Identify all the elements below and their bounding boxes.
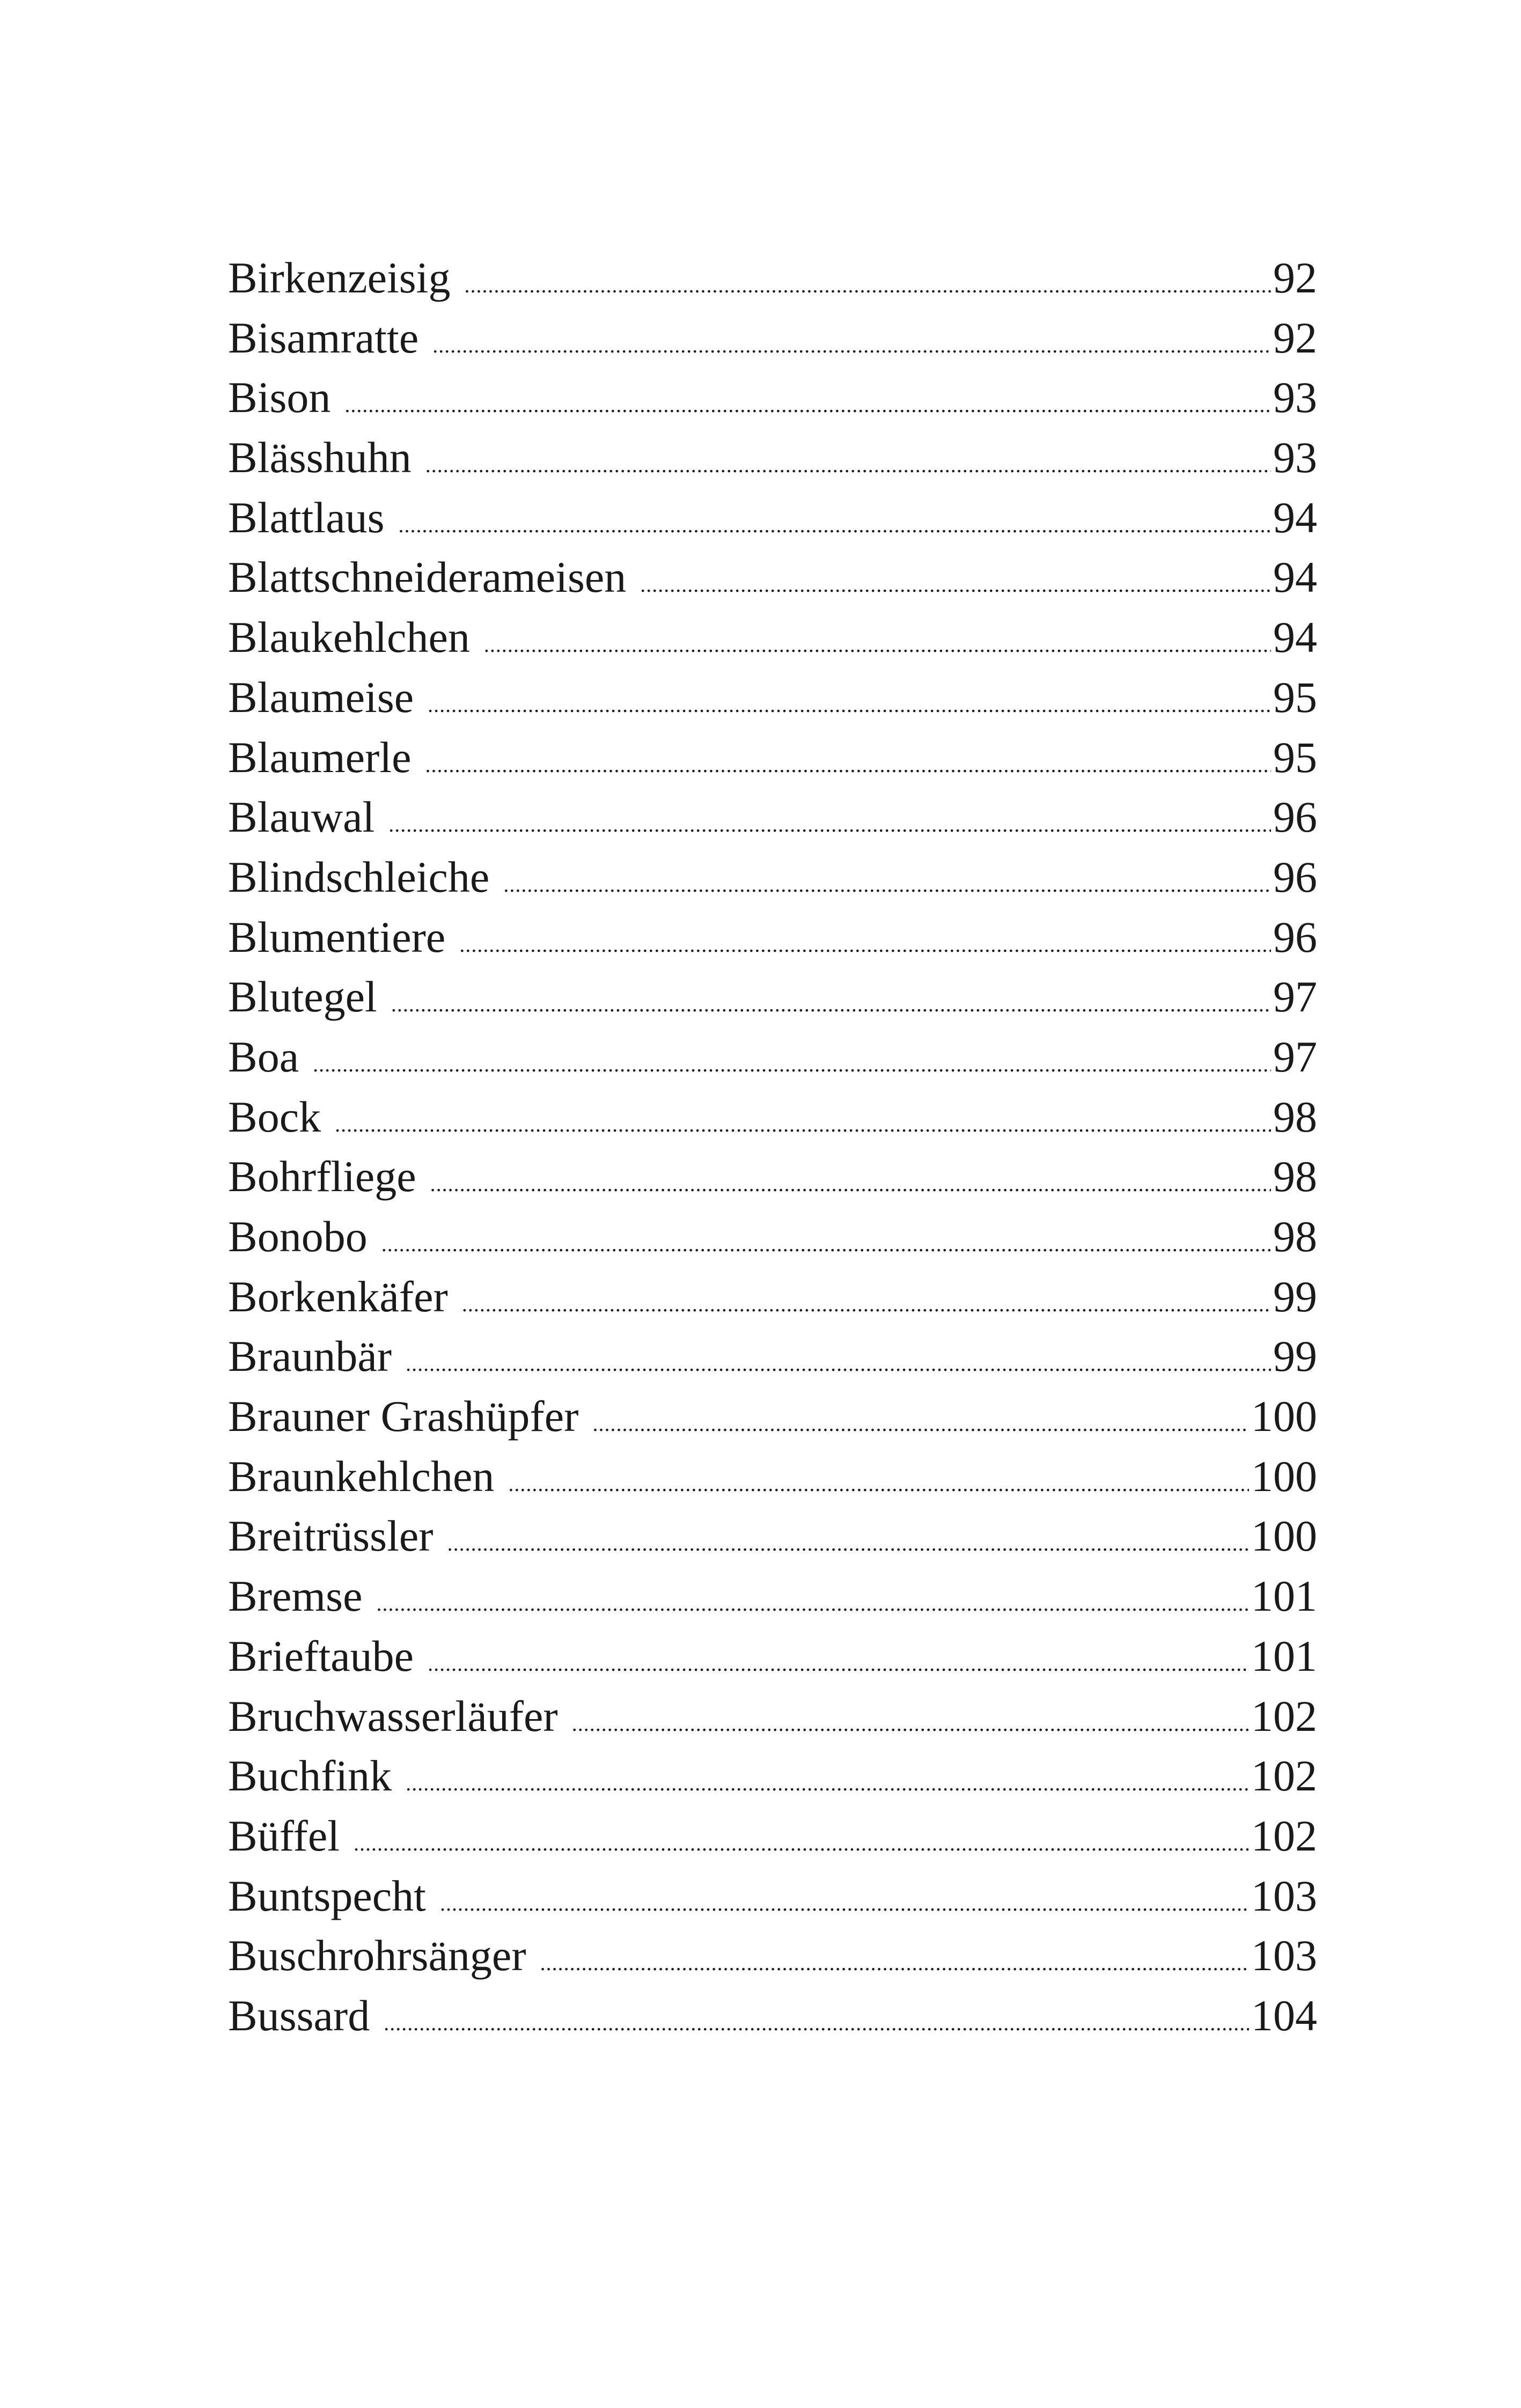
entry-page-number: 96 [1273, 792, 1317, 842]
entry-name: Blaumeise [228, 672, 414, 722]
entry-name: Breitrüssler [228, 1511, 433, 1561]
entry-page-number: 93 [1273, 373, 1317, 422]
dot-leader [432, 315, 1271, 376]
entry-page-number: 102 [1251, 1691, 1317, 1741]
index-entry [228, 1087, 1317, 1147]
entry-page-number: 101 [1251, 1631, 1317, 1680]
index-entry [228, 1566, 1317, 1626]
dot-leader [406, 1753, 1249, 1814]
entry-name: Bohrfliege [228, 1152, 416, 1201]
dot-leader [425, 435, 1271, 495]
entry-name: Blaukehlchen [228, 613, 470, 662]
entry-name: Blattschneiderameisen [228, 553, 627, 602]
index-entry [228, 1746, 1317, 1806]
index-entry [228, 488, 1317, 548]
entry-page-number: 100 [1251, 1511, 1317, 1561]
dot-leader [447, 1514, 1249, 1574]
dot-leader [388, 795, 1271, 855]
entry-page-number: 98 [1273, 1092, 1317, 1141]
index-entry [228, 428, 1317, 488]
entry-page-number: 99 [1273, 1272, 1317, 1321]
entry-page-number: 103 [1251, 1931, 1317, 1980]
index-entry [228, 967, 1317, 1027]
index-entry [228, 248, 1317, 308]
index-entry [228, 847, 1317, 907]
entry-name: Bisamratte [228, 313, 419, 362]
index-entry [228, 1806, 1317, 1866]
entry-name: Bruchwasserläufer [228, 1691, 558, 1741]
entry-name: Braunbär [228, 1332, 392, 1381]
entry-page-number: 97 [1273, 972, 1317, 1022]
entry-name: Buntspecht [228, 1871, 426, 1920]
dot-leader [384, 1993, 1249, 2053]
entry-name: Brieftaube [228, 1631, 414, 1680]
entry-page-number: 103 [1251, 1871, 1317, 1920]
dot-leader [462, 1274, 1271, 1334]
entry-name: Blässhuhn [228, 433, 412, 482]
entry-name: Blutegel [228, 972, 377, 1022]
index-list [228, 248, 1317, 2046]
entry-page-number: 97 [1273, 1032, 1317, 1081]
entry-page-number: 93 [1273, 433, 1317, 482]
dot-leader [376, 1574, 1249, 1634]
index-entry [228, 1027, 1317, 1087]
entry-page-number: 102 [1251, 1811, 1317, 1860]
dot-leader [428, 1634, 1249, 1694]
index-entry [228, 607, 1317, 667]
dot-leader [508, 1454, 1249, 1514]
entry-name: Bonobo [228, 1212, 368, 1261]
dot-leader [428, 675, 1271, 735]
entry-page-number: 92 [1273, 253, 1317, 302]
entry-name: Blauwal [228, 792, 375, 842]
entry-page-number: 98 [1273, 1152, 1317, 1201]
entry-page-number: 96 [1273, 912, 1317, 961]
dot-leader [572, 1694, 1249, 1754]
entry-name: Birkenzeisig [228, 253, 451, 302]
index-entry [228, 1147, 1317, 1207]
entry-name: Bussard [228, 1991, 370, 2040]
index-entry [228, 1686, 1317, 1746]
index-entry [228, 1986, 1317, 2046]
dot-leader [464, 255, 1271, 315]
dot-leader [406, 1334, 1271, 1394]
entry-name: Braunkehlchen [228, 1451, 495, 1501]
entry-name: Boa [228, 1032, 299, 1081]
index-entry [228, 1506, 1317, 1566]
index-entry [228, 1267, 1317, 1327]
entry-name: Buschrohrsänger [228, 1931, 526, 1980]
index-entry [228, 308, 1317, 368]
dot-leader [391, 974, 1271, 1034]
entry-name: Bremse [228, 1572, 363, 1621]
entry-name: Blattlaus [228, 493, 385, 542]
entry-name: Borkenkäfer [228, 1272, 448, 1321]
entry-page-number: 95 [1273, 732, 1317, 782]
index-entry [228, 1386, 1317, 1447]
entry-name: Bison [228, 373, 331, 422]
entry-page-number: 94 [1273, 613, 1317, 662]
index-entry [228, 1926, 1317, 1986]
index-entry [228, 547, 1317, 607]
dot-leader [381, 1214, 1271, 1274]
dot-leader [335, 1095, 1271, 1155]
dot-leader [313, 1034, 1271, 1095]
entry-name: Büffel [228, 1811, 340, 1860]
entry-page-number: 102 [1251, 1751, 1317, 1801]
dot-leader [425, 735, 1271, 795]
entry-page-number: 104 [1251, 1991, 1317, 2040]
entry-page-number: 99 [1273, 1332, 1317, 1381]
entry-page-number: 100 [1251, 1392, 1317, 1441]
index-entry [228, 368, 1317, 428]
dot-leader [540, 1933, 1249, 1993]
entry-name: Blindschleiche [228, 852, 490, 901]
dot-leader [640, 555, 1271, 615]
index-entry [228, 728, 1317, 788]
dot-leader [459, 915, 1271, 975]
dot-leader [503, 855, 1271, 915]
dot-leader [430, 1154, 1271, 1214]
index-entry [228, 1326, 1317, 1386]
entry-name: Blaumerle [228, 732, 412, 782]
index-entry [228, 667, 1317, 728]
dot-leader [354, 1814, 1249, 1874]
entry-page-number: 94 [1273, 553, 1317, 602]
entry-page-number: 94 [1273, 493, 1317, 542]
index-entry [228, 1866, 1317, 1926]
dot-leader [592, 1394, 1249, 1454]
index-entry [228, 787, 1317, 847]
entry-name: Buchfink [228, 1751, 392, 1801]
index-entry [228, 1626, 1317, 1686]
entry-page-number: 101 [1251, 1572, 1317, 1621]
dot-leader [484, 615, 1271, 675]
entry-name: Bock [228, 1092, 321, 1141]
entry-page-number: 92 [1273, 313, 1317, 362]
entry-name: Brauner Grashüpfer [228, 1392, 579, 1441]
dot-leader [440, 1874, 1249, 1934]
index-entry [228, 907, 1317, 967]
entry-page-number: 96 [1273, 852, 1317, 901]
entry-page-number: 98 [1273, 1212, 1317, 1261]
entry-page-number: 100 [1251, 1451, 1317, 1501]
entry-page-number: 95 [1273, 672, 1317, 722]
index-entry [228, 1447, 1317, 1507]
dot-leader [399, 495, 1271, 555]
index-entry [228, 1207, 1317, 1267]
entry-name: Blumentiere [228, 912, 446, 961]
dot-leader [344, 375, 1271, 435]
